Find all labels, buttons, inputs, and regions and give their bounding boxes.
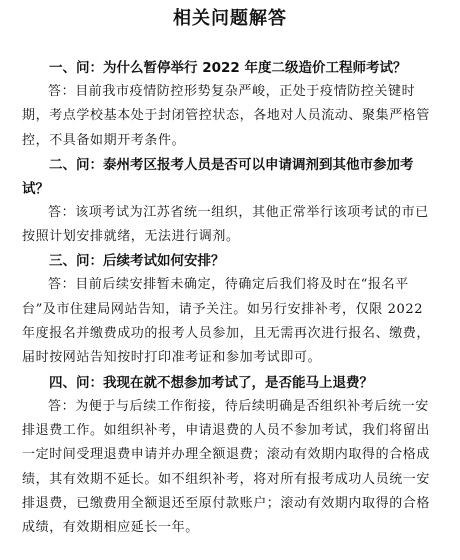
answer-2: 答：该项考试为江苏省统一组织，其他正常举行该项考试的市已按照计划安排就绪，无法进行调剂。 xyxy=(22,204,429,245)
question-3: 三、问：后续考试如何安排？ xyxy=(49,253,225,270)
answer-4: 答：为便于与后续工作衔接，待后续明确是否组织补考后统一安排退费工作。如组织补考，申请退费的人员不参加考试，我们将留出一定时间受理退费申请并办理全额退费；滚动有效期内取得的合格成绩，其有效期不延长。如不组织补考，将对所有报考成功人员统一安排退费，已缴费用全额退还至原付款账户；滚动有效期内取得的合格成绩，有效期相应延长一年。 xyxy=(22,398,431,536)
question-4: 四、问：我现在就不想参加考试了，是否能马上退费？ xyxy=(49,374,373,391)
qa-section-4 xyxy=(22,371,438,541)
qa-section-3 xyxy=(22,249,438,370)
answer-1: 答：目前我市疫情防控形势复杂严峻，正处于疫情防控关键时期，考点学校基本处于封闭管控状态，各地对人员流动、聚集严格管控，不具备如期开考条件。 xyxy=(22,84,431,148)
answer-3: 答：目前后续安排暂未确定，待确定后我们将及时在“报名平台”及市住建局网站告知，请予关注。如另行安排补考，仅限 2022 年度报名并缴费成功的报考人员参加，且无需再次进行报名、缴费，届时按网站告知按时打印准考证和参加考试即可。 xyxy=(22,277,431,366)
question-1: 一、问：为什么暂停举行 2022 年度二级造价工程师考试？ xyxy=(49,60,407,76)
question-2: 二、问：泰州考区报考人员是否可以申请调剂到其他市参加考试？ xyxy=(22,156,414,197)
qa-section-2 xyxy=(22,153,438,250)
qa-section-1 xyxy=(22,56,438,153)
page-title: 相关问题解答 xyxy=(173,8,287,29)
